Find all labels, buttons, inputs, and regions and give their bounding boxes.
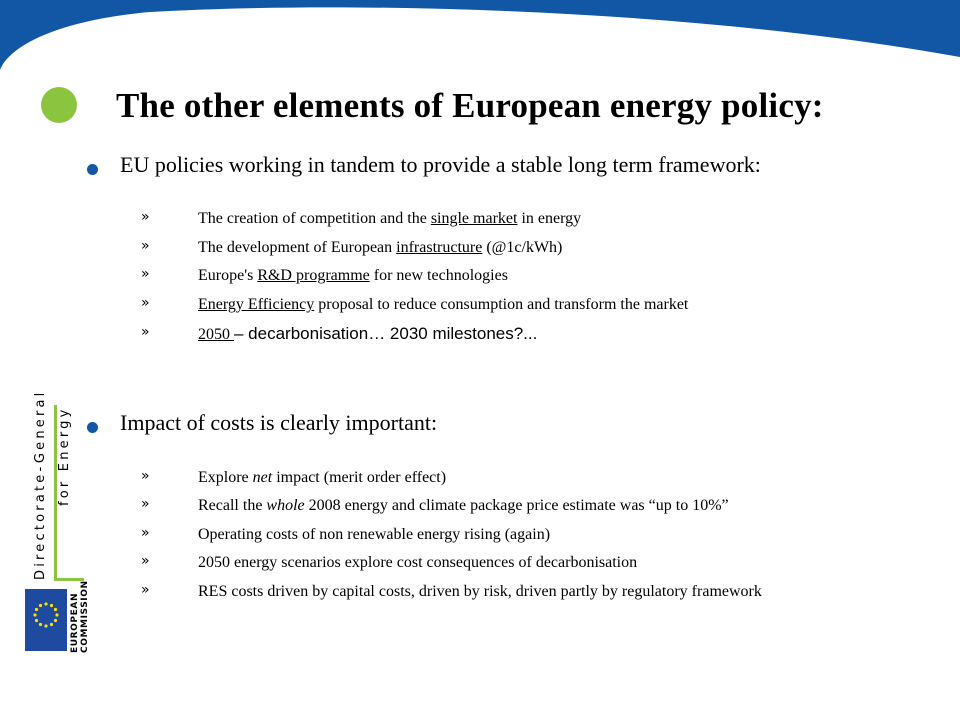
bullet-dot-icon: [87, 422, 98, 433]
chevron-right-icon: »: [141, 324, 150, 340]
dg-label: Directorate-General: [33, 389, 48, 580]
dg-divider-vertical: [54, 405, 57, 581]
slide-title: The other elements of European energy policy:: [116, 86, 824, 125]
item-link-text: infrastructure: [396, 239, 483, 256]
item-text: Explore: [198, 469, 253, 486]
list-item: [0, 583, 960, 605]
chevron-right-icon: »: [141, 266, 150, 282]
chevron-right-icon: »: [141, 209, 150, 225]
chevron-right-icon: »: [141, 553, 150, 569]
eu-flag-logo: [25, 589, 67, 651]
chevron-right-icon: »: [141, 238, 150, 254]
item-link-text: single market: [430, 210, 518, 227]
ec-label: EUROPEAN: [70, 592, 80, 653]
list-item: [0, 497, 960, 519]
list-item: [0, 526, 960, 548]
item-text: 2050 energy scenarios explore cost consequences of decarbonisation: [198, 554, 638, 571]
item-text: Operating costs of non renewable energy rising (again): [198, 526, 551, 543]
item-emphasis-text: whole: [266, 497, 305, 514]
item-link-text: 2050: [198, 326, 234, 343]
list-item: [0, 267, 960, 289]
item-link-text: Energy Efficiency: [198, 296, 315, 313]
item-text: Recall the: [198, 497, 267, 514]
item-text: The development of European: [198, 239, 397, 256]
item-text: RES costs driven by capital costs, driven by risk, driven partly by regulatory framework: [198, 583, 762, 600]
chevron-right-icon: »: [141, 525, 150, 541]
eu-stars-icon: [25, 589, 67, 651]
bullet-text: Impact of costs is clearly important:: [120, 410, 438, 435]
item-text: proposal to reduce consumption and transform the market: [314, 296, 689, 313]
list-item: [0, 296, 960, 318]
bullet-text: EU policies working in tandem to provide a stable long term framework:: [120, 152, 761, 177]
item-text: 2008 energy and climate package price estimate was “up to 10%”: [304, 497, 729, 514]
item-link-text: R&D programme: [257, 267, 370, 284]
title-bullet-icon: [41, 87, 77, 123]
item-text: for new technologies: [369, 267, 508, 284]
list-item: [0, 325, 960, 347]
dg-energy-label: for Energy: [57, 406, 72, 506]
item-text: The creation of competition and the: [198, 210, 431, 227]
item-text: impact (merit order effect): [272, 469, 447, 486]
bullet-dot-icon: [87, 164, 98, 175]
chevron-right-icon: »: [141, 468, 150, 484]
ec-label: COMMISSION: [80, 580, 90, 653]
header-wave: [0, 0, 960, 150]
item-text: in energy: [517, 210, 582, 227]
chevron-right-icon: »: [141, 582, 150, 598]
item-text: – decarbonisation… 2030 milestones?...: [234, 324, 538, 343]
item-text: Europe's: [198, 267, 258, 284]
list-item: [0, 210, 960, 232]
list-item: [0, 469, 960, 491]
chevron-right-icon: »: [141, 496, 150, 512]
chevron-right-icon: »: [141, 295, 150, 311]
item-text: (@1c/kWh): [482, 239, 563, 256]
list-item: [0, 554, 960, 576]
list-item: [0, 239, 960, 261]
item-emphasis-text: net: [252, 469, 273, 486]
